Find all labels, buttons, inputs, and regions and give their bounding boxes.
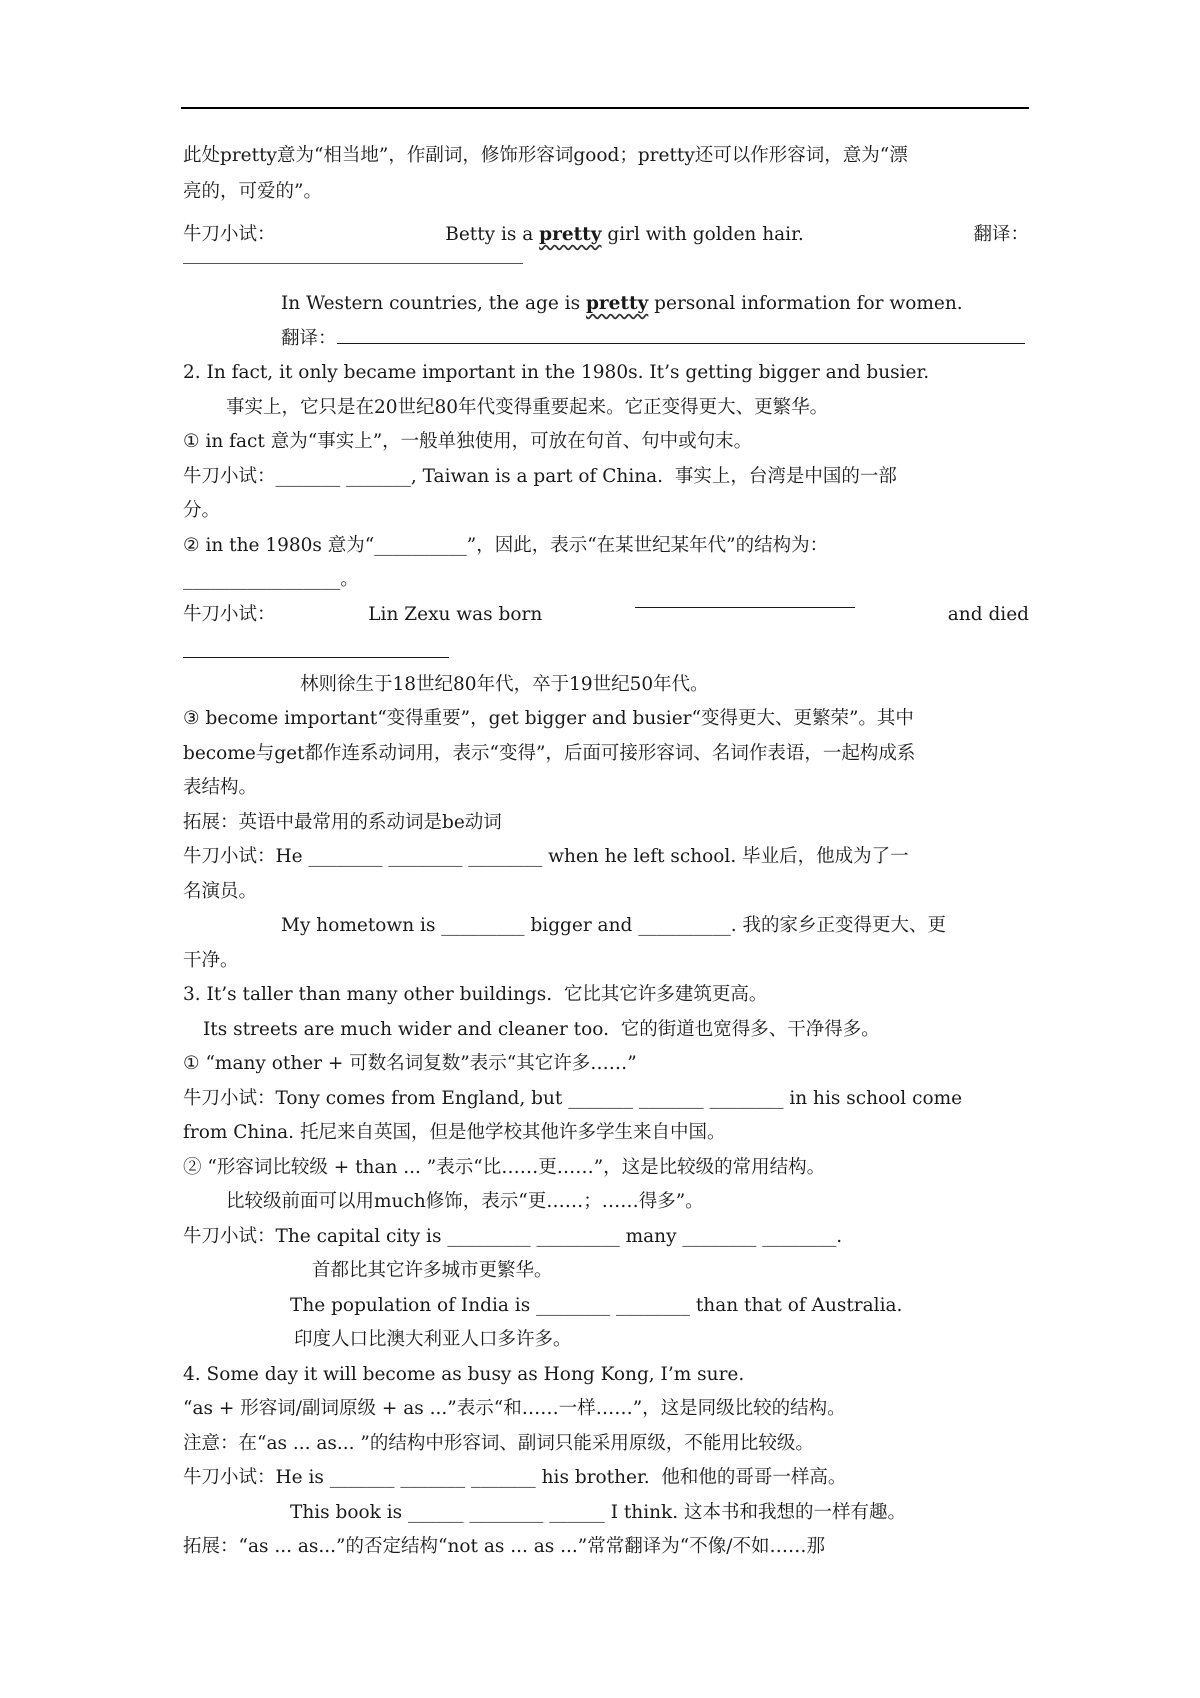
text-line: My hometown is _________ bigger and __________. 我的家乡正变得更大、更 — [281, 915, 946, 936]
answer-blank[interactable] — [183, 262, 523, 264]
text-line: ② in the 1980s 意为“__________”，因此，表示“在某世纪某年代”的结构为： — [183, 535, 829, 556]
practice-label: 牛刀小试： — [183, 224, 276, 245]
text-line: 3. It’s taller than many other buildings. 它比其它许多建筑更高。 — [183, 984, 768, 1005]
text-line: 表结构。 — [183, 777, 258, 798]
text-line: 拓展：英语中最常用的系动词是be动词 — [183, 812, 502, 833]
text-line: 名演员。 — [183, 881, 258, 902]
practice-line — [183, 226, 1029, 245]
text-line: 印度人口比澳大利亚人口多许多。 — [294, 1329, 572, 1350]
text-line: 比较级前面可以用much修饰，表示“更……；……得多”。 — [226, 1191, 704, 1212]
text-line: 牛刀小试：The capital city is _________ _________ many ________ ________. — [183, 1226, 843, 1247]
answer-blank[interactable] — [635, 606, 855, 608]
text-line: 2. In fact, it only became important in the 1980s. It’s getting bigger and busier. — [183, 362, 930, 383]
practice-label: 牛刀小试： — [183, 604, 276, 625]
text-line: 分。 — [183, 500, 221, 521]
text-line: 牛刀小试：He is _______ _______ _______ his brother. 他和他的哥哥一样高。 — [183, 1467, 847, 1488]
text-line: _________________。 — [183, 569, 359, 590]
text-line: 牛刀小试：Tony comes from England, but _______ _______ ________ in his school come — [183, 1088, 963, 1109]
text-line: 牛刀小试：_______ _______, Taiwan is a part of China. 事实上，台湾是中国的一部 — [183, 466, 897, 487]
text-line: ③ become important“变得重要”，get bigger and busier“变得更大、更繁荣”。其中 — [183, 708, 914, 729]
text-line: ② “形容词比较级 + than ... ”表示“比……更……”，这是比较级的常用结构。 — [183, 1157, 826, 1178]
text-line: 牛刀小试：He ________ ________ ________ when he left school. 毕业后，他成为了一 — [183, 846, 909, 867]
text-line: ① “many other + 可数名词复数”表示“其它许多……” — [183, 1053, 637, 1074]
keyword-pretty: pretty — [539, 224, 602, 245]
text-line: 林则徐生于18世纪80年代，卒于19世纪50年代。 — [300, 674, 709, 695]
text-line: 此处pretty意为“相当地”，作副词，修饰形容词good；pretty还可以作形容词，意为“漂 — [183, 145, 908, 166]
text-line: Its streets are much wider and cleaner too. 它的街道也宽得多、干净得多。 — [203, 1019, 880, 1040]
text-line: This book is ______ ________ ______ I think. 这本书和我想的一样有趣。 — [290, 1502, 907, 1523]
text-line: The population of India is ________ ________ than that of Australia. — [290, 1295, 903, 1316]
text-line: 首都比其它许多城市更繁华。 — [312, 1260, 553, 1281]
text-line: 干净。 — [183, 950, 239, 971]
text-line: become与get都作连系动词用，表示“变得”，后面可接形容词、名词作表语，一起构成系 — [183, 743, 916, 764]
practice-line: 牛刀小试： Lin Zexu was born and died — [183, 604, 1029, 625]
text-line: from China. 托尼来自英国，但是他学校其他许多学生来自中国。 — [183, 1122, 726, 1143]
translation-label: 翻译： — [281, 328, 337, 349]
practice-sentence: Betty is a pretty girl with golden hair. — [445, 224, 804, 245]
text-line: 拓展：“as ... as...”的否定结构“not as ... as ...”常常翻译为“不像/不如……那 — [183, 1536, 825, 1557]
text-line: 4. Some day it will become as busy as Hong Kong, I’m sure. — [183, 1364, 745, 1385]
answer-blank[interactable] — [337, 342, 1025, 344]
translation-label: 翻译： — [973, 224, 1029, 245]
text-line: 注意：在“as ... as... ”的结构中形容词、副词只能采用原级，不能用比较级。 — [183, 1433, 814, 1454]
header-rule — [181, 107, 1029, 109]
keyword-pretty: pretty — [585, 293, 649, 314]
answer-blank[interactable] — [183, 656, 449, 658]
text-line: 亮的，可爱的”。 — [183, 181, 322, 202]
text-line: 事实上，它只是在20世纪80年代变得重要起来。它正变得更大、更繁华。 — [226, 397, 829, 418]
text-line: ① in fact 意为“事实上”，一般单独使用，可放在句首、句中或句末。 — [183, 431, 753, 452]
translation-line — [281, 330, 1029, 349]
text-line: “as + 形容词/副词原级 + as ...”表示“和……一样……”，这是同级比较的结构。 — [183, 1398, 846, 1419]
practice-sentence: In Western countries, the age is pretty personal information for women. — [281, 293, 963, 314]
